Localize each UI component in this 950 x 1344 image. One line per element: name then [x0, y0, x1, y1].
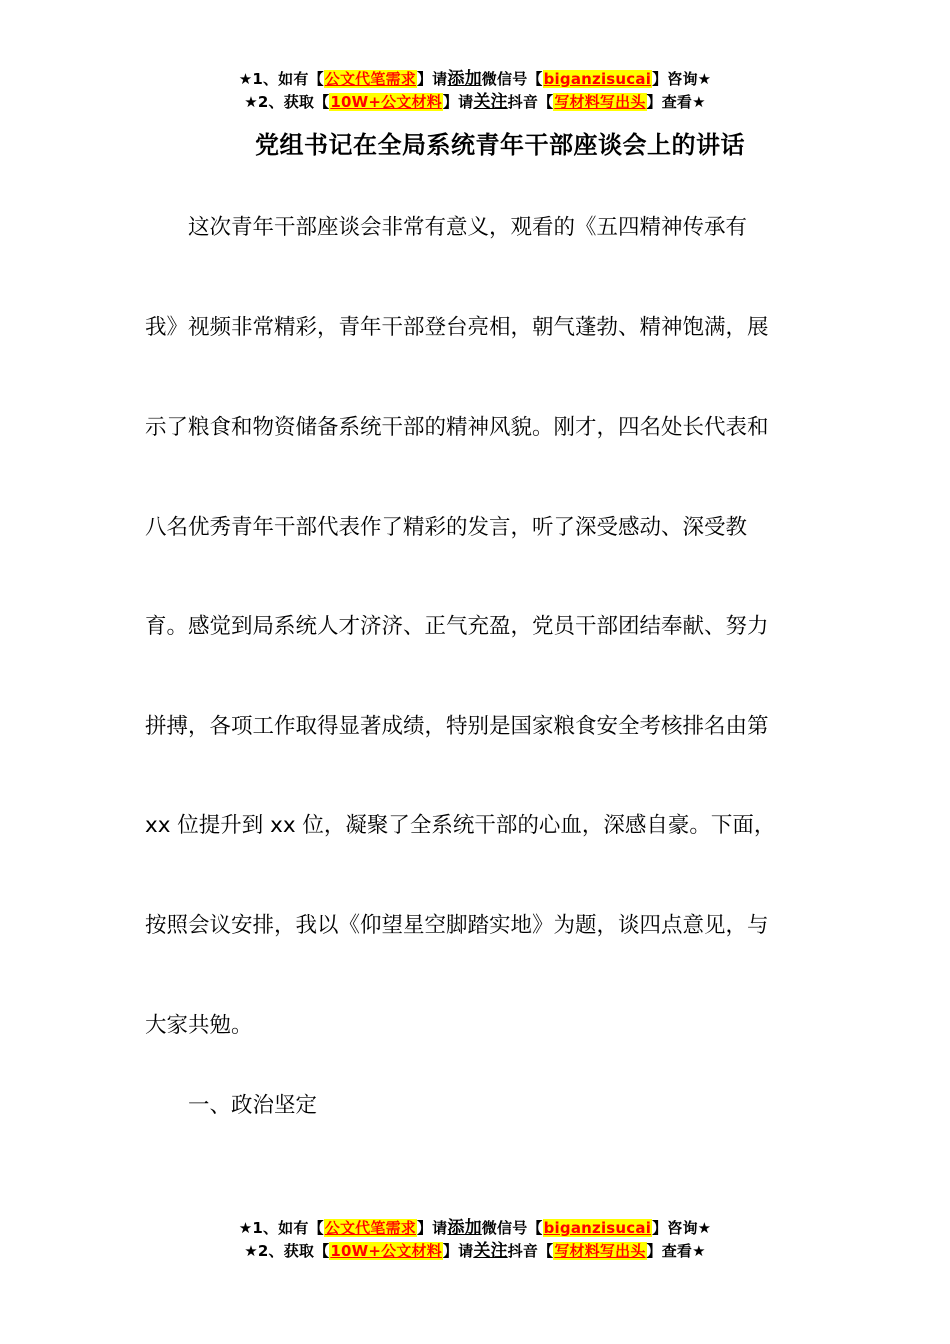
body-line-8: 按照会议安排，我以《仰望星空脚踏实地》为题，谈四点意见，与 — [145, 913, 769, 938]
highlight-douyin-account: 写材料写出头 — [554, 1242, 646, 1260]
promo-line-2: ★2、获取【10W+公文材料】请关注抖音【写材料写出头】查看★ — [244, 92, 706, 112]
document-title: 党组书记在全局系统青年干部座谈会上的讲话 — [255, 131, 745, 159]
body-line-9: 大家共勉。 — [145, 1013, 253, 1038]
highlight-service: 公文代笔需求 — [324, 1219, 416, 1237]
highlight-materials: 10W+公文材料 — [330, 1242, 442, 1260]
promo-banner-bottom — [0, 1217, 950, 1263]
body-line-4: 八名优秀青年干部代表作了精彩的发言，听了深受感动、深受教 — [145, 515, 748, 540]
highlight-wechat-id: biganzisucai — [543, 70, 652, 88]
highlight-wechat-id: biganzisucai — [543, 1219, 652, 1237]
body-line-3: 示了粮食和物资储备系统干部的精神风貌。刚才，四名处长代表和 — [145, 415, 769, 440]
highlight-materials: 10W+公文材料 — [330, 93, 442, 111]
body-line-7: xx 位提升到 xx 位，凝聚了全系统干部的心血，深感自豪。下面， — [145, 813, 776, 838]
body-line-2: 我》视频非常精彩，青年干部登台亮相，朝气蓬勃、精神饱满，展 — [145, 315, 769, 340]
promo-line-1: ★1、如有【公文代笔需求】请添加微信号【biganzisucai】咨询★ — [238, 1218, 712, 1238]
promo-line-2: ★2、获取【10W+公文材料】请关注抖音【写材料写出头】查看★ — [244, 1241, 706, 1261]
promo-banner-top — [0, 68, 950, 114]
promo-line-1: ★1、如有【公文代笔需求】请添加微信号【biganzisucai】咨询★ — [238, 69, 712, 89]
body-line-5: 育。感觉到局系统人才济济、正气充盈，党员干部团结奉献、努力 — [145, 614, 769, 639]
highlight-douyin-account: 写材料写出头 — [554, 93, 646, 111]
section-heading: 一、政治坚定 — [188, 1093, 318, 1118]
highlight-service: 公文代笔需求 — [324, 70, 416, 88]
body-line-1: 这次青年干部座谈会非常有意义，观看的《五四精神传承有 — [188, 215, 748, 240]
body-line-6: 拼搏，各项工作取得显著成绩，特别是国家粮食安全考核排名由第 — [145, 714, 769, 739]
